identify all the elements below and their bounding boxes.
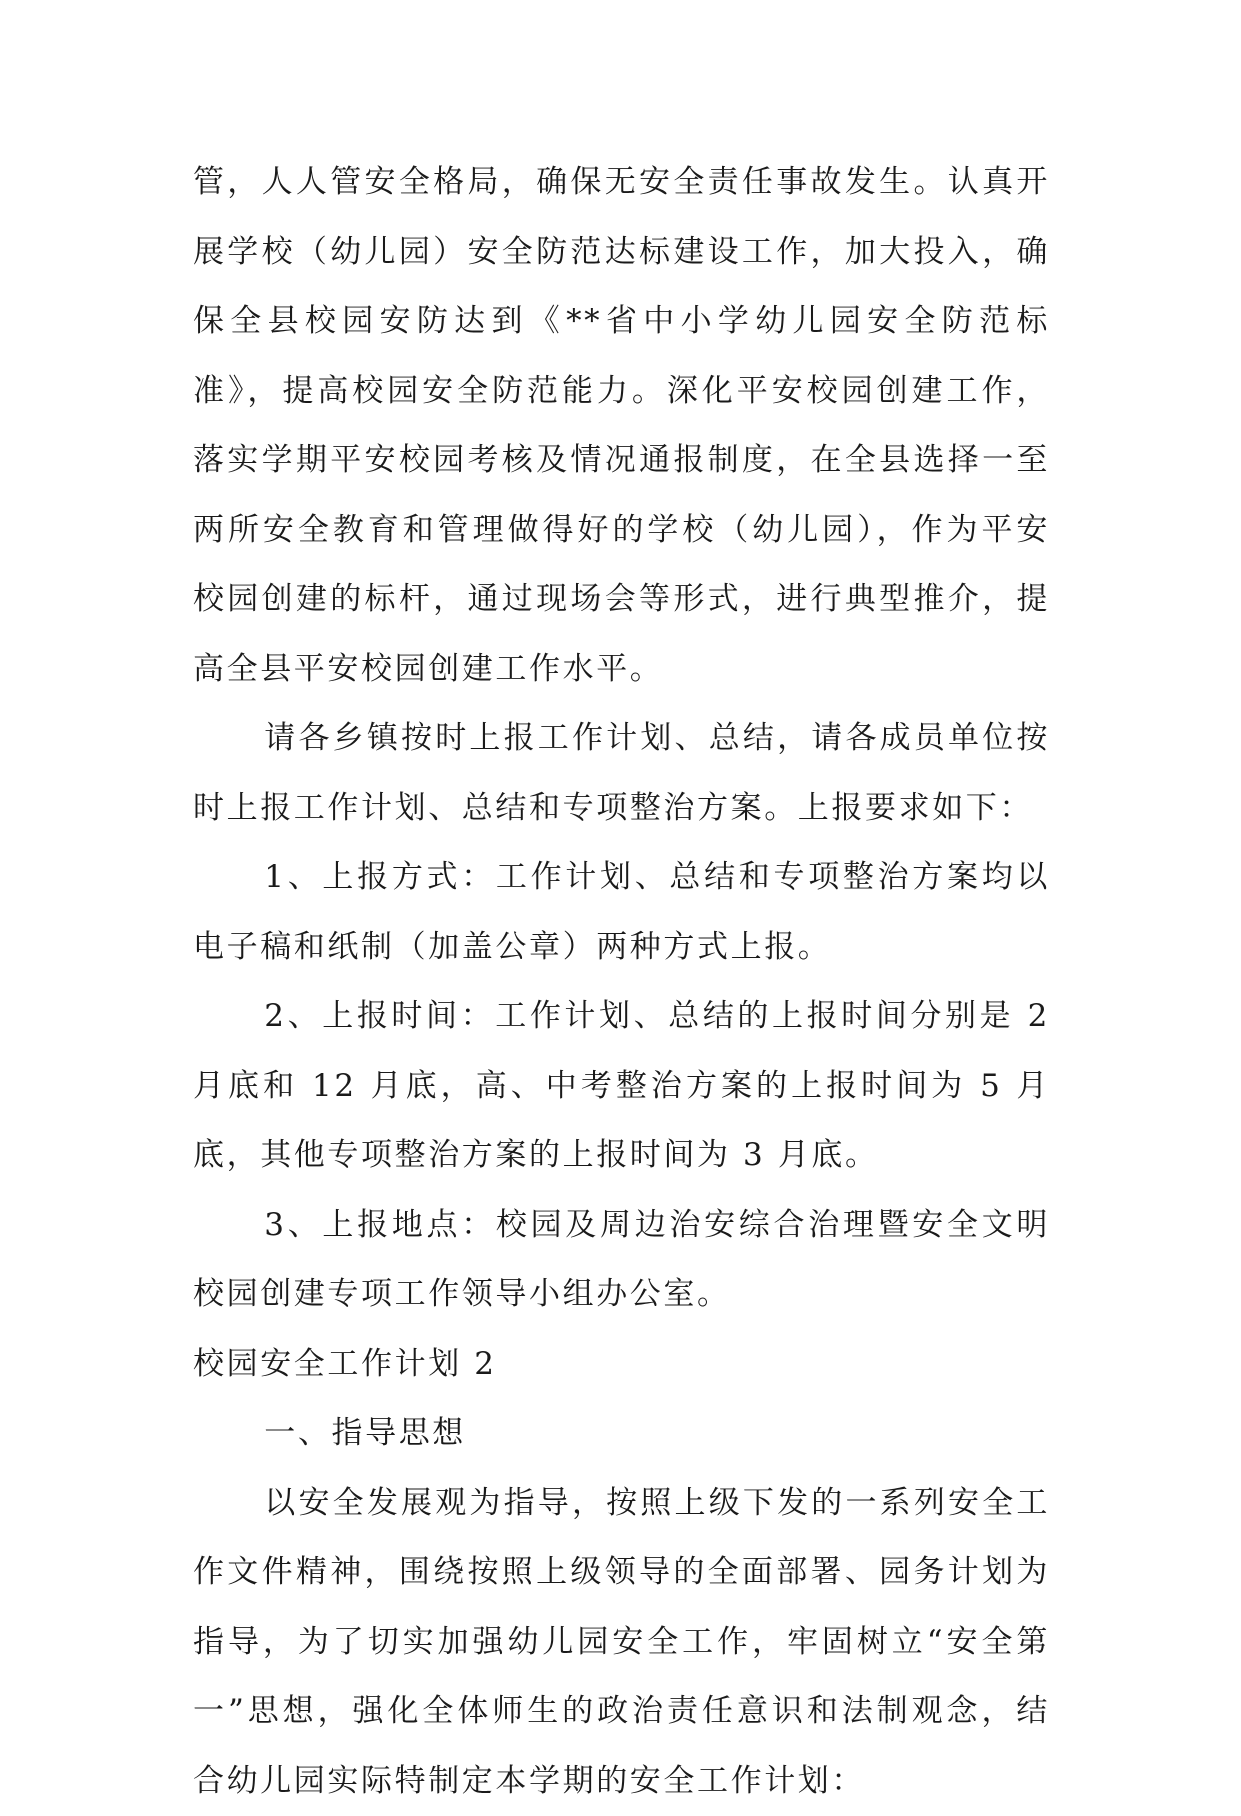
paragraph-guiding-ideology-body: 以安全发展观为指导，按照上级下发的一系列安全工作文件精神，围绕按照上级领导的全面部署、园务计划为指导，为了切实加强幼儿园安全工作，牢固树立“安全第一”思想，强化全体师生的政治责任意识和法制观念，结合幼儿园实际特制定本学期的安全工作计划： — [193, 1469, 1050, 1816]
subheading-guiding-ideology: 一、指导思想 — [193, 1399, 1050, 1469]
paragraph-reporting-requirements: 请各乡镇按时上报工作计划、总结，请各成员单位按时上报工作计划、总结和专项整治方案。上报要求如下： — [193, 704, 1050, 843]
paragraph-report-time: 2、上报时间：工作计划、总结的上报时间分别是 2 月底和 12 月底，高、中考整治方案的上报时间为 5 月底，其他专项整治方案的上报时间为 3 月底。 — [193, 982, 1050, 1191]
section-title-plan-2: 校园安全工作计划 2 — [193, 1330, 1050, 1400]
paragraph-report-method: 1、上报方式：工作计划、总结和专项整治方案均以电子稿和纸制（加盖公章）两种方式上报。 — [193, 843, 1050, 982]
paragraph-report-location: 3、上报地点：校园及周边治安综合治理暨安全文明校园创建专项工作领导小组办公室。 — [193, 1191, 1050, 1330]
document-body — [193, 148, 1050, 1816]
paragraph-continued-safety-work: 管，人人管安全格局，确保无安全责任事故发生。认真开展学校（幼儿园）安全防范达标建设工作，加大投入，确保全县校园安防达到《**省中小学幼儿园安全防范标准》，提高校园安全防范能力。深化平安校园创建工作，落实学期平安校园考核及情况通报制度，在全县选择一至两所安全教育和管理做得好的学校（幼儿园），作为平安校园创建的标杆，通过现场会等形式，进行典型推介，提高全县平安校园创建工作水平。 — [193, 148, 1050, 704]
